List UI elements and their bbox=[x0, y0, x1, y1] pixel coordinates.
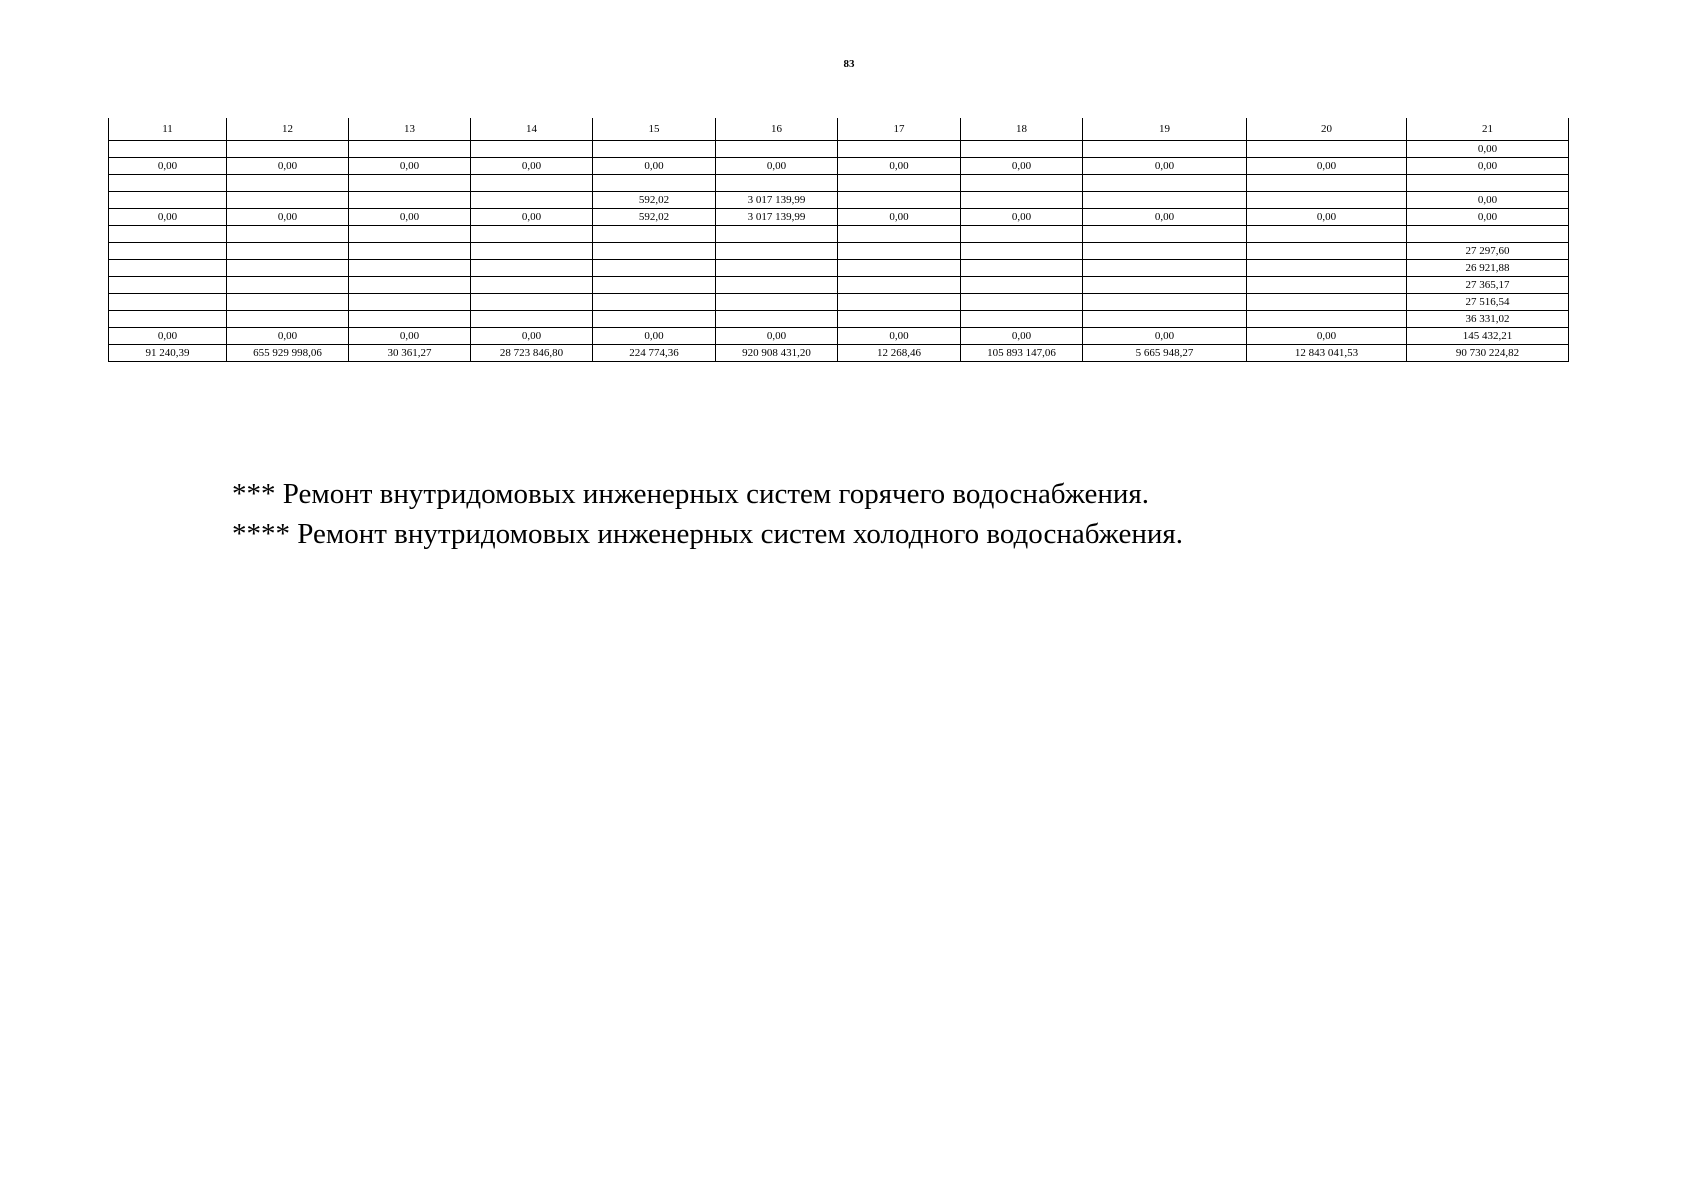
table-cell bbox=[593, 243, 716, 260]
table-cell bbox=[838, 175, 961, 192]
table-cell bbox=[471, 311, 593, 328]
table-cell bbox=[838, 294, 961, 311]
table-cell: 0,00 bbox=[593, 328, 716, 345]
table-row bbox=[109, 158, 1569, 175]
table-cell: 592,02 bbox=[593, 192, 716, 209]
table-cell bbox=[227, 141, 349, 158]
table-cell bbox=[349, 311, 471, 328]
table-cell bbox=[1407, 175, 1569, 192]
table-cell: 0,00 bbox=[716, 158, 838, 175]
table-cell: 145 432,21 bbox=[1407, 328, 1569, 345]
table-cell: 0,00 bbox=[1247, 209, 1407, 226]
table-cell bbox=[961, 192, 1083, 209]
table-cell: 28 723 846,80 bbox=[471, 345, 593, 362]
table-cell bbox=[838, 192, 961, 209]
table-cell bbox=[109, 277, 227, 294]
table-cell: 0,00 bbox=[471, 209, 593, 226]
table-cell: 0,00 bbox=[961, 209, 1083, 226]
table-cell bbox=[1247, 192, 1407, 209]
column-header-13: 13 bbox=[349, 118, 471, 141]
table-cell bbox=[1247, 141, 1407, 158]
table-cell bbox=[593, 294, 716, 311]
table-cell bbox=[471, 141, 593, 158]
table-cell bbox=[961, 226, 1083, 243]
table-cell bbox=[471, 192, 593, 209]
table-cell: 27 365,17 bbox=[1407, 277, 1569, 294]
column-header-17: 17 bbox=[838, 118, 961, 141]
table-row bbox=[109, 175, 1569, 192]
table-row bbox=[109, 311, 1569, 328]
table-cell bbox=[716, 311, 838, 328]
column-header-18: 18 bbox=[961, 118, 1083, 141]
table-cell bbox=[961, 243, 1083, 260]
table-cell bbox=[109, 141, 227, 158]
table-cell: 91 240,39 bbox=[109, 345, 227, 362]
table-cell bbox=[961, 175, 1083, 192]
table-cell bbox=[838, 260, 961, 277]
table-cell bbox=[227, 192, 349, 209]
table-cell bbox=[349, 294, 471, 311]
table-cell bbox=[838, 243, 961, 260]
table-header-row bbox=[109, 118, 1569, 141]
table-cell bbox=[838, 226, 961, 243]
table-cell bbox=[593, 226, 716, 243]
table-cell: 90 730 224,82 bbox=[1407, 345, 1569, 362]
table-cell: 0,00 bbox=[109, 328, 227, 345]
table-cell bbox=[961, 260, 1083, 277]
table-cell: 0,00 bbox=[838, 209, 961, 226]
table-cell: 0,00 bbox=[227, 328, 349, 345]
table-cell bbox=[593, 260, 716, 277]
table-cell bbox=[109, 311, 227, 328]
table-cell bbox=[593, 277, 716, 294]
table-cell bbox=[1247, 243, 1407, 260]
table-cell bbox=[109, 243, 227, 260]
column-header-21: 21 bbox=[1407, 118, 1569, 141]
table-cell: 0,00 bbox=[1083, 209, 1247, 226]
footnote-cold-water: **** Ремонт внутридомовых инженерных систем холодного водоснабжения. bbox=[232, 518, 1183, 550]
table-cell bbox=[961, 294, 1083, 311]
table-cell: 12 843 041,53 bbox=[1247, 345, 1407, 362]
table-cell: 0,00 bbox=[961, 328, 1083, 345]
table-row bbox=[109, 141, 1569, 158]
table-cell bbox=[1083, 226, 1247, 243]
table-cell bbox=[109, 175, 227, 192]
footnotes bbox=[232, 474, 1183, 554]
table-cell: 0,00 bbox=[1407, 158, 1569, 175]
table-cell bbox=[227, 175, 349, 192]
table-cell bbox=[227, 294, 349, 311]
table-cell: 0,00 bbox=[1407, 209, 1569, 226]
table-cell: 0,00 bbox=[349, 158, 471, 175]
table-cell bbox=[593, 141, 716, 158]
table-cell bbox=[1083, 192, 1247, 209]
table-cell bbox=[1083, 141, 1247, 158]
table-cell bbox=[109, 226, 227, 243]
table-cell bbox=[109, 260, 227, 277]
table-cell: 0,00 bbox=[961, 158, 1083, 175]
table-cell: 3 017 139,99 bbox=[716, 209, 838, 226]
table-cell bbox=[1083, 243, 1247, 260]
table-row bbox=[109, 277, 1569, 294]
data-table bbox=[108, 118, 1569, 362]
table-cell: 5 665 948,27 bbox=[1083, 345, 1247, 362]
table-cell: 27 516,54 bbox=[1407, 294, 1569, 311]
table-cell bbox=[1247, 277, 1407, 294]
table-cell: 36 331,02 bbox=[1407, 311, 1569, 328]
table-cell: 0,00 bbox=[349, 209, 471, 226]
column-header-14: 14 bbox=[471, 118, 593, 141]
table-cell bbox=[1083, 277, 1247, 294]
page-number: 83 bbox=[843, 58, 855, 70]
table-cell bbox=[349, 192, 471, 209]
column-header-19: 19 bbox=[1083, 118, 1247, 141]
table-cell bbox=[109, 294, 227, 311]
table-row bbox=[109, 345, 1569, 362]
table-cell bbox=[227, 260, 349, 277]
table-cell bbox=[227, 311, 349, 328]
table-cell bbox=[1407, 226, 1569, 243]
table-cell: 0,00 bbox=[1407, 141, 1569, 158]
table-cell: 105 893 147,06 bbox=[961, 345, 1083, 362]
table-cell: 3 017 139,99 bbox=[716, 192, 838, 209]
table-cell: 0,00 bbox=[1247, 158, 1407, 175]
table-cell bbox=[961, 277, 1083, 294]
table-cell bbox=[471, 277, 593, 294]
table-cell bbox=[1083, 311, 1247, 328]
column-header-20: 20 bbox=[1247, 118, 1407, 141]
table-cell: 0,00 bbox=[838, 158, 961, 175]
table-cell bbox=[1247, 260, 1407, 277]
table-cell: 0,00 bbox=[1407, 192, 1569, 209]
table-row bbox=[109, 226, 1569, 243]
table-cell bbox=[838, 277, 961, 294]
table-cell bbox=[109, 192, 227, 209]
table-row bbox=[109, 294, 1569, 311]
column-header-16: 16 bbox=[716, 118, 838, 141]
table-cell bbox=[1083, 294, 1247, 311]
table-row bbox=[109, 209, 1569, 226]
table-cell: 655 929 998,06 bbox=[227, 345, 349, 362]
table-cell: 0,00 bbox=[471, 328, 593, 345]
table-cell bbox=[1083, 260, 1247, 277]
table-cell bbox=[227, 226, 349, 243]
table-cell bbox=[716, 294, 838, 311]
table-cell: 0,00 bbox=[1247, 328, 1407, 345]
table-cell: 0,00 bbox=[838, 328, 961, 345]
table-cell: 224 774,36 bbox=[593, 345, 716, 362]
table-cell bbox=[349, 277, 471, 294]
table-row bbox=[109, 260, 1569, 277]
table-cell bbox=[716, 226, 838, 243]
column-header-12: 12 bbox=[227, 118, 349, 141]
table-cell bbox=[471, 260, 593, 277]
table-cell bbox=[471, 243, 593, 260]
table-cell bbox=[349, 175, 471, 192]
table-cell: 0,00 bbox=[109, 158, 227, 175]
table-cell: 0,00 bbox=[471, 158, 593, 175]
column-header-11: 11 bbox=[109, 118, 227, 141]
table-cell bbox=[1247, 311, 1407, 328]
footnote-hot-water: *** Ремонт внутридомовых инженерных систем горячего водоснабжения. bbox=[232, 478, 1149, 510]
table-cell bbox=[838, 141, 961, 158]
table-cell bbox=[716, 277, 838, 294]
table-cell bbox=[471, 226, 593, 243]
table-row bbox=[109, 192, 1569, 209]
table-cell bbox=[1247, 226, 1407, 243]
table-cell: 0,00 bbox=[1083, 158, 1247, 175]
table-cell bbox=[227, 277, 349, 294]
table-cell bbox=[716, 260, 838, 277]
table-cell bbox=[716, 243, 838, 260]
column-header-15: 15 bbox=[593, 118, 716, 141]
table-cell bbox=[1083, 175, 1247, 192]
table-cell bbox=[593, 311, 716, 328]
table-cell: 0,00 bbox=[227, 209, 349, 226]
table-cell: 0,00 bbox=[593, 158, 716, 175]
table-cell: 0,00 bbox=[1083, 328, 1247, 345]
table-cell: 12 268,46 bbox=[838, 345, 961, 362]
table-cell bbox=[716, 141, 838, 158]
table-cell bbox=[716, 175, 838, 192]
table-cell bbox=[838, 311, 961, 328]
table-cell: 920 908 431,20 bbox=[716, 345, 838, 362]
table-cell: 0,00 bbox=[716, 328, 838, 345]
table-cell: 27 297,60 bbox=[1407, 243, 1569, 260]
table-cell bbox=[349, 141, 471, 158]
table-cell: 30 361,27 bbox=[349, 345, 471, 362]
table-cell bbox=[349, 260, 471, 277]
table-cell bbox=[349, 226, 471, 243]
table-cell: 26 921,88 bbox=[1407, 260, 1569, 277]
table-row bbox=[109, 328, 1569, 345]
table-cell bbox=[227, 243, 349, 260]
table-cell: 0,00 bbox=[227, 158, 349, 175]
table-cell bbox=[471, 294, 593, 311]
table-cell bbox=[471, 175, 593, 192]
table-cell bbox=[961, 311, 1083, 328]
table-cell: 0,00 bbox=[349, 328, 471, 345]
table-cell bbox=[349, 243, 471, 260]
table-row bbox=[109, 243, 1569, 260]
table-cell bbox=[1247, 294, 1407, 311]
table-cell bbox=[1247, 175, 1407, 192]
table-cell bbox=[961, 141, 1083, 158]
table-cell: 0,00 bbox=[109, 209, 227, 226]
table-cell: 592,02 bbox=[593, 209, 716, 226]
table-cell bbox=[593, 175, 716, 192]
